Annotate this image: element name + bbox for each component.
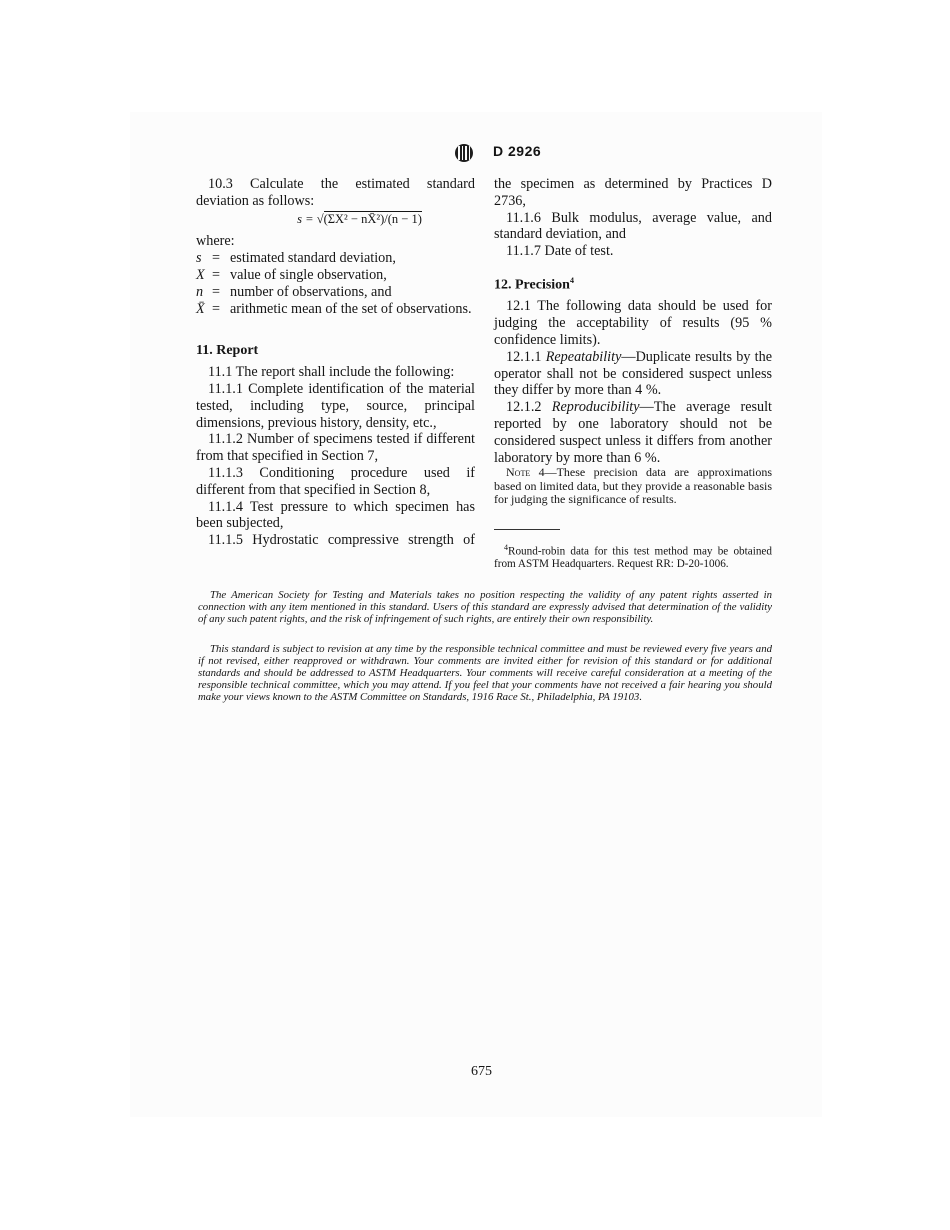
- section-12-1: 12.1 The following data should be used for judging the acceptability of results (95 % confidence limits).: [494, 298, 772, 349]
- definition-row: s = estimated standard deviation,: [196, 250, 396, 267]
- left-column: [196, 176, 475, 549]
- definition-row: X = value of single observation,: [196, 266, 387, 283]
- formula-radicand: (ΣX² − nX̄²)/(n − 1): [323, 211, 422, 226]
- term-reproducibility: Reproducibility: [551, 399, 640, 416]
- right-column: [494, 176, 772, 571]
- section-10-3: 10.3 Calculate the estimated standard deviation as follows:: [196, 176, 475, 209]
- term-repeatability: Repeatability: [545, 348, 622, 365]
- section-11-heading: 11. Report: [196, 343, 259, 359]
- section-11-1-1: 11.1.1 Complete identification of the material tested, including type, source, principal dimensions, previous history, density, etc.,: [196, 380, 475, 431]
- section-11-1-5: 11.1.5 Hydrostatic compressive strength of: [208, 532, 475, 549]
- footnote-4: $^4$Round-robin data for this test method may be obtained from ASTM Headquarters. Request RR: D-20-1006.: [494, 542, 772, 571]
- footnote-divider: [494, 529, 560, 530]
- definition-row: X̄ = arithmetic mean of the set of observations.: [196, 300, 472, 317]
- note-4: Note 4—These precision data are approximations based on limited data, but they provide a reasonable basis for judging the significance of results.: [494, 465, 772, 507]
- patent-notice: The American Society for Testing and Materials takes no position respecting the validity of any patent rights asserted in connection with any item mentioned in this standard. Users of this standard are expressly advised that determination of the validity of any such patent rights, and the risk of infringement of such rights, are entirely their own responsibility.: [198, 588, 772, 625]
- section-11-1-4: 11.1.4 Test pressure to which specimen has been subjected,: [196, 498, 475, 532]
- definition-row: n = number of observations, and: [196, 283, 392, 300]
- section-11-1-6: 11.1.6 Bulk modulus, average value, and standard deviation, and: [494, 209, 772, 243]
- std-dev-formula: s = √(ΣX² − nX̄²)/(n − 1): [297, 211, 422, 226]
- section-12-heading: 12. Precision$^4$: [494, 275, 574, 293]
- astm-logo-icon: [455, 144, 473, 162]
- footnote-ref: 4: [569, 275, 574, 285]
- page-header: [0, 143, 950, 163]
- section-11-1-2: 11.1.2 Number of specimens tested if different from that specified in Section 7,: [196, 431, 475, 465]
- section-12-1-1: 12.1.1 Repeatability—Duplicate results by the operator shall not be considered suspect unless they differ by more than 4 %.: [494, 348, 773, 399]
- section-11-1: 11.1 The report shall include the following:: [208, 364, 455, 381]
- section-11-1-5-continued: the specimen as determined by Practices D 2736,: [494, 176, 772, 209]
- page-number: 675: [471, 1064, 492, 1079]
- section-12-1-2: 12.1.2 Reproducibility—The average result reported by one laboratory should not be considered suspect unless it differs from another laboratory by more than 6 %.: [494, 399, 772, 466]
- revision-notice: This standard is subject to revision at any time by the responsible technical committee and must be reviewed every five years and if not revised, either reapproved or withdrawn. Your comments are invited either for revision of this standard or for additional standards and should be addressed to ASTM Headquarters. Your comments will receive careful consideration at a meeting of the responsible technical committee, which you may attend. If you feel that your comments have not received a fair hearing you should make your views known to the ASTM Committee on Standards, 1916 Race St., Philadelphia, PA 19103.: [198, 642, 772, 703]
- document-designation: D 2926: [493, 143, 542, 159]
- section-11-1-7: 11.1.7 Date of test.: [506, 243, 614, 260]
- section-11-1-3: 11.1.3 Conditioning procedure used if different from that specified in Section 8,: [196, 464, 475, 498]
- where-label: where:: [196, 233, 235, 250]
